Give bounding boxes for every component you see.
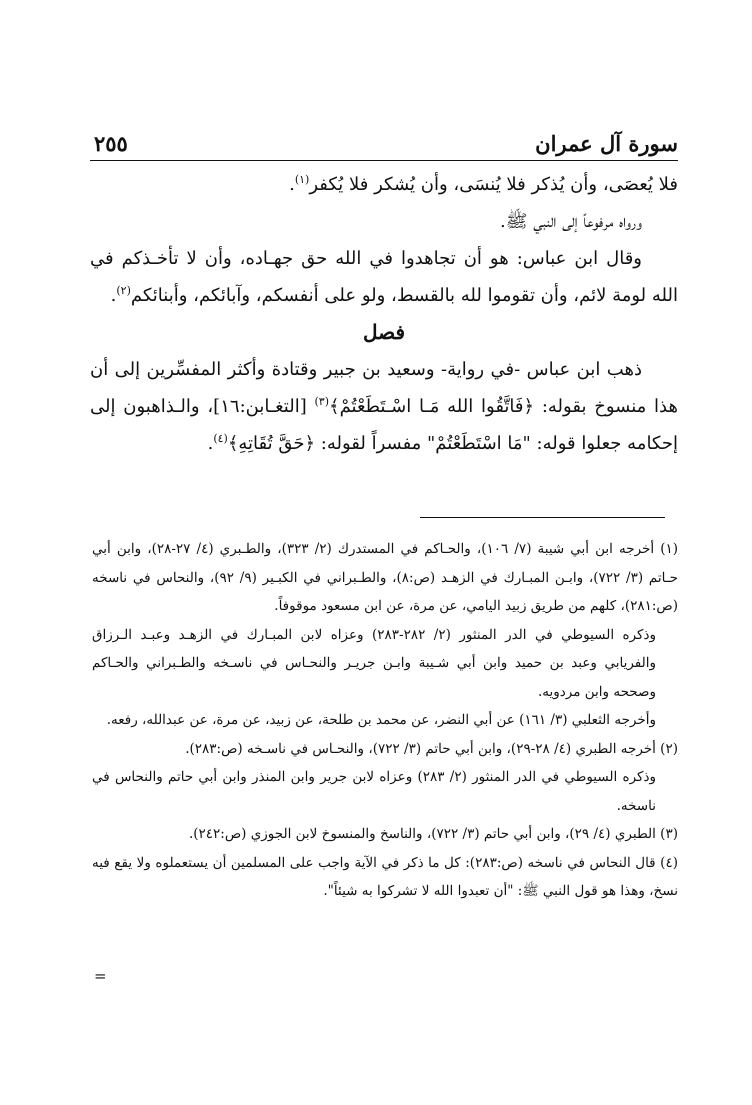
footnote-ref-1[interactable]: (١): [294, 173, 310, 186]
footnote-1-extra: وأخرجه الثعلبي (٣/ ١٦١) عن أبي النضر، عن محمد بن طلحة، عن زبيد، عن مرة، عن عبدالله، رفعه.: [106, 712, 656, 728]
footnote-2-continued: وذكره السيوطي في الدر المنثور (٢/ ٢٨٣) وعزاه لابن جرير وابن المنذر وابن أبي حاتم والنحاس في ناسخه.: [92, 769, 657, 814]
paragraph-2: ورواه مرفوعاً إلى النبي ﷺ.: [500, 211, 642, 232]
paragraph-4: [90, 351, 678, 462]
paragraph-1: [90, 166, 678, 203]
main-text: [90, 166, 678, 462]
paragraph-1-text: فلا يُعصَى، وأن يُذكر فلا يُنسَى، وأن يُشكر فلا يُكفر: [309, 174, 678, 195]
footnote-ref-2[interactable]: (٢): [116, 284, 131, 297]
footnotes: [92, 535, 678, 906]
paragraph-4-end: .: [207, 433, 214, 454]
footnote-separator: [420, 517, 665, 518]
footnote-ref-3[interactable]: (٣): [314, 395, 330, 408]
page-header: [90, 128, 678, 160]
paragraph-3-end: .: [110, 285, 117, 306]
page-number: ٢٥٥: [94, 131, 128, 156]
footnote-4: (٤) قال النحاس في ناسخه (ص:٢٨٣): كل ما ذكر في الآية واجب على المسلمين أن يستعملوه ولا يقع فيه نسخ، وهذا هو قول النبي ﷺ: "أن تعبدوا الله لا تشركوا به شيئاً".: [92, 854, 678, 899]
section-title: فصل: [362, 320, 406, 344]
footnote-1: (١) أخرجه ابن أبي شيبة (٧/ ١٠٦)، والحـاكم في المستدرك (٢/ ٣٢٣)، والطـبري (٤/ ٢٧-٢٨)، وابن أبي حـاتم (٣/ ٧٢٢)، وابـن المبـارك في الزهـد (ص:٨)، والطـبراني في الكبـير (٩/ ٩٢)، والنحاس في ناسخه (ص:٢٨١)، كلهم من طريق زبيد اليامي، عن مرة، عن ابن مسعود موقوفاً.: [92, 541, 679, 614]
paragraph-3-text: وقال ابن عباس: هو أن تجاهدوا في الله حق جهـاده، وأن لا تأخـذكم في الله لومة لائم، وأن تقوموا لله بالقسط، ولو على أنفسكم، وآبائكم، وأبنائكم: [90, 248, 678, 306]
footnote-ref-4[interactable]: (٤): [213, 432, 228, 445]
header-rule: [90, 160, 678, 161]
running-title: سورة آل عمران: [535, 131, 678, 156]
footnote-3: (٣) الطبري (٤/ ٢٩)، وابن أبي حاتم (٣/ ٧٢٢)، والناسخ والمنسوخ لابن الجوزي (ص:٢٤٢).: [188, 826, 678, 842]
paragraph-4-text-a: ذهب ابن عباس -في رواية- وسعيد بن جبير وقتادة وأكثر المفسِّرين إلى أن هذا منسوخ بقوله: ﴿فَاتَّقُوا الله مَـا اسْـتَطَعْتُمْ﴾: [90, 359, 678, 417]
footnote-2: (٢) أخرجه الطبري (٤/ ٢٨-٢٩)، وابن أبي حاتم (٣/ ٧٢٢)، والنحـاس في ناسـخه (ص:٢٨٣).: [185, 740, 678, 757]
paragraph-3: [90, 240, 678, 314]
continuation-mark: =: [94, 967, 107, 985]
paragraph-1-end: .: [289, 174, 295, 195]
footnote-1-continued: وذكره السيوطي في الدر المنثور (٢/ ٢٨٢-٢٨٣) وعزاه لابن المبـارك في الزهـد وعبـد الـرزاق والفريابي وعبد بن حميد وابن أبي شـيبة وابـن جريـر والنحـاس في ناسـخه والطـبراني والحـاكم وصححه وابن مردويه.: [92, 626, 657, 700]
paragraph-4-text-b: [التغـابن:١٦]، والـذاهبون إلى إحكامه جعلوا قوله: "مَا اسْتَطَعْتُمْ" مفسراً لقوله: ﴿حَقَّ تُقَاتِهِ﴾: [90, 396, 678, 454]
